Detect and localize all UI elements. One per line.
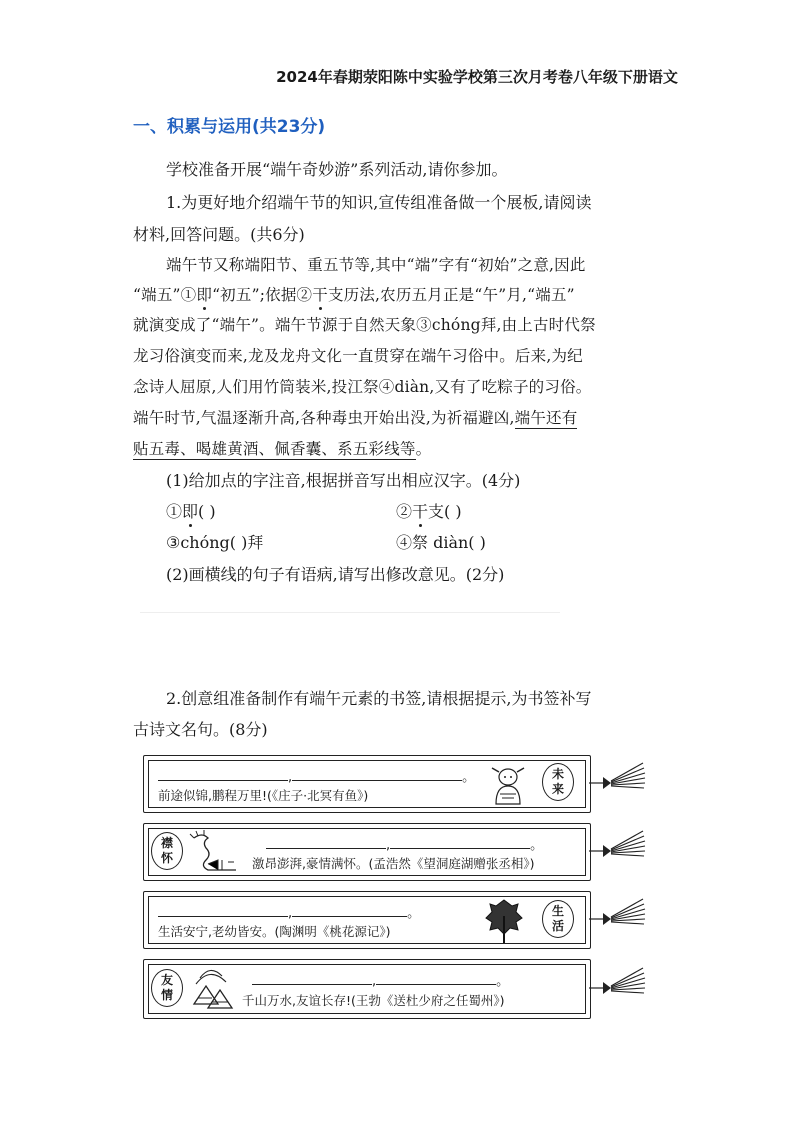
badge-char: 情 bbox=[160, 988, 173, 1002]
question-2-line1: 2.创意组准备制作有端午元素的书签,请根据提示,为书签补写 bbox=[166, 689, 592, 708]
answer-chong[interactable]: ③chóng( )拜 bbox=[166, 533, 264, 552]
section-heading-text: 一、积累与运用 bbox=[133, 117, 252, 137]
zongzi-icon bbox=[190, 964, 234, 1018]
bookmark-badge bbox=[151, 969, 183, 1007]
fill-blank-line[interactable] bbox=[266, 834, 543, 853]
badge-char: 来 bbox=[551, 782, 564, 796]
fill-blank-line[interactable] bbox=[252, 970, 509, 989]
comma: , bbox=[288, 906, 293, 921]
bookmark-hint: 前途似锦,鹏程万里!(《庄子·北冥有鱼》) bbox=[158, 788, 369, 803]
badge-char: 友 bbox=[160, 973, 173, 987]
underlined-sentence: 贴五毒、喝雄黄酒、佩香囊、系五彩线等 bbox=[133, 440, 416, 458]
passage-line-2 bbox=[133, 283, 575, 305]
passage-line-5: 念诗人屈原,人们用竹筒装米,投江祭④diàn,又有了吃粽子的习俗。 bbox=[133, 378, 592, 396]
passage-text: 支历法,农历五月正是“午”月,“端五” bbox=[327, 286, 575, 304]
dotted-char-gan: 干 bbox=[312, 286, 328, 304]
badge-char: 怀 bbox=[160, 851, 173, 865]
underlined-sentence: 端午还有 bbox=[514, 409, 578, 427]
passage-text: 端午时节,气温逐渐升高,各种毒虫开始出没,为祈福避凶, bbox=[133, 409, 515, 427]
comma: , bbox=[386, 838, 391, 853]
subquestion-2-prompt: (2)画横线的句子有语病,请写出修改意见。(2分) bbox=[166, 565, 505, 584]
comma: , bbox=[288, 770, 293, 785]
dragon-icon bbox=[188, 830, 240, 878]
tree-icon bbox=[482, 896, 526, 948]
question-1-line2: 材料,回答问题。(共6分) bbox=[133, 225, 305, 244]
passage-line-3: 就演变成了“端午”。端午节源于自然天象③chóng拜,由上古时代祭 bbox=[133, 316, 596, 334]
dotted-char-ji: 即 bbox=[182, 502, 199, 521]
answer-area[interactable] bbox=[140, 612, 560, 613]
bookmark-badge bbox=[542, 900, 574, 938]
section-heading bbox=[133, 112, 325, 137]
passage-line-4: 龙习俗演变而来,龙及龙舟文化一直贯穿在端午习俗中。后来,为纪 bbox=[133, 347, 583, 365]
bookmark-hint: 千山万水,友谊长存!(王勃《送杜少府之任蜀州》) bbox=[242, 993, 505, 1008]
passage-text: “初五”;依据② bbox=[212, 286, 313, 304]
badge-char: 未 bbox=[551, 767, 564, 781]
dotted-char-ji: 即 bbox=[196, 286, 213, 304]
intro-text: 学校准备开展“端午奇妙游”系列活动,请你参加。 bbox=[166, 160, 508, 179]
scholar-figure-icon bbox=[488, 762, 528, 810]
tassel-icon bbox=[589, 891, 649, 947]
passage-line-1: 端午节又称端阳节、重五节等,其中“端”字有“初始”之意,因此 bbox=[166, 256, 586, 274]
passage-line-6 bbox=[133, 406, 577, 428]
bookmark-future bbox=[143, 755, 591, 813]
bookmark-life bbox=[143, 891, 591, 949]
section-score: (共23分) bbox=[252, 117, 326, 137]
bookmark-friendship bbox=[143, 959, 591, 1019]
fill-blank-line[interactable] bbox=[158, 902, 420, 921]
badge-char: 活 bbox=[551, 919, 564, 933]
subquestion-1-prompt: (1)给加点的字注音,根据拼音写出相应汉字。(4分) bbox=[166, 471, 521, 490]
passage-line-7 bbox=[133, 437, 431, 459]
question-2-line2: 古诗文名句。(8分) bbox=[133, 720, 268, 739]
badge-char: 襟 bbox=[160, 836, 173, 850]
answer-dian[interactable]: ④祭 diàn( ) bbox=[396, 533, 486, 552]
period: 。 bbox=[462, 770, 476, 785]
answer-gan bbox=[396, 499, 462, 522]
question-1-line1: 1.为更好地介绍端午节的知识,宣传组准备做一个展板,请阅读 bbox=[166, 193, 592, 212]
fill-blank-line[interactable] bbox=[158, 766, 475, 785]
period: 。 bbox=[407, 906, 421, 921]
comma: , bbox=[372, 974, 377, 989]
tassel-icon bbox=[589, 823, 649, 879]
bookmark-badge bbox=[151, 832, 183, 870]
bookmark-ambition bbox=[143, 823, 591, 881]
badge-char: 生 bbox=[551, 904, 564, 918]
bookmark-hint: 激昂澎湃,豪情满怀。(孟浩然《望洞庭湖赠张丞相》) bbox=[252, 856, 535, 871]
answer-ji bbox=[166, 499, 216, 522]
passage-text: 。 bbox=[415, 440, 432, 458]
answer-blank[interactable]: ( ) bbox=[198, 502, 216, 521]
period: 。 bbox=[496, 974, 510, 989]
bookmark-hint: 生活安宁,老幼皆安。(陶渊明《桃花源记》) bbox=[158, 924, 391, 939]
item-number: ② bbox=[396, 502, 413, 521]
tassel-icon bbox=[589, 960, 649, 1016]
tassel-icon bbox=[589, 755, 649, 811]
bookmark-badge bbox=[542, 763, 574, 801]
passage-text: “端五”① bbox=[133, 286, 197, 304]
period: 。 bbox=[530, 838, 544, 853]
page-title: 2024年春期荥阳陈中实验学校第三次月考卷八年级下册语文 bbox=[276, 68, 678, 86]
item-number: ① bbox=[166, 502, 183, 521]
dotted-char-gan: 干 bbox=[412, 502, 429, 521]
answer-blank[interactable]: 支( ) bbox=[428, 502, 462, 521]
